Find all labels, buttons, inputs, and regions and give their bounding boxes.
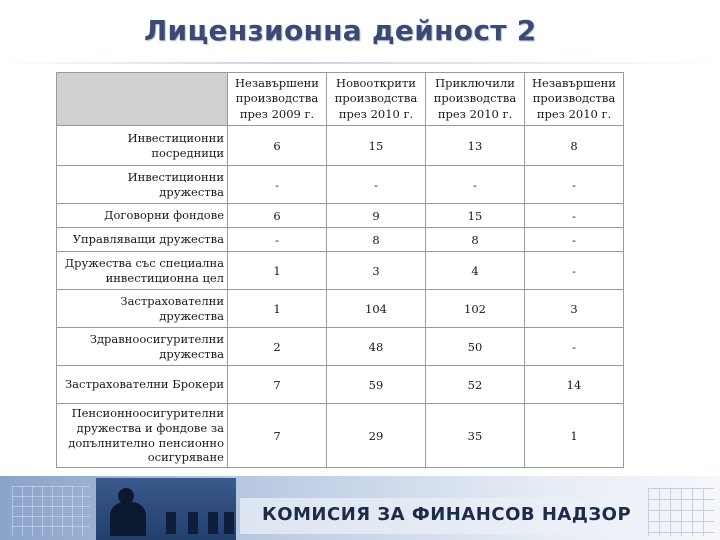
table-row — [57, 228, 624, 252]
table-cell: 2 — [228, 328, 327, 366]
table-cell: 104 — [327, 290, 426, 328]
column-header: Незавършени производства през 2010 г. — [525, 73, 624, 126]
table-cell: 15 — [327, 126, 426, 166]
table-cell: 8 — [327, 228, 426, 252]
row-label: Управляващи дружества — [57, 228, 228, 252]
row-label: Застрахователни дружества — [57, 290, 228, 328]
table-row — [57, 204, 624, 228]
agency-name: КОМИСИЯ ЗА ФИНАНСОВ НАДЗОР — [262, 504, 632, 525]
row-label: Здравноосигурителни дружества — [57, 328, 228, 366]
monitor-silhouette — [224, 512, 234, 534]
row-label: Застрахователни Брокери — [57, 366, 228, 404]
table-header-row — [57, 73, 624, 126]
table-row — [57, 126, 624, 166]
table-cell: 6 — [228, 204, 327, 228]
table-cell: 14 — [525, 366, 624, 404]
table-row — [57, 290, 624, 328]
row-label: Дружества със специална инвестиционна цел — [57, 252, 228, 290]
table-row — [57, 404, 624, 468]
table-cell: - — [228, 228, 327, 252]
table-cell: - — [228, 166, 327, 204]
table-cell: 29 — [327, 404, 426, 468]
column-header: Незавършени производства през 2009 г. — [228, 73, 327, 126]
monitor-silhouette — [188, 512, 198, 534]
table-cell: 8 — [426, 228, 525, 252]
row-label: Договорни фондове — [57, 204, 228, 228]
person-silhouette-body — [110, 502, 146, 536]
table-row — [57, 328, 624, 366]
monitor-silhouette — [166, 512, 176, 534]
grid-decoration-right — [648, 488, 714, 536]
table-cell: - — [525, 204, 624, 228]
table-row — [57, 366, 624, 404]
title-divider — [0, 62, 720, 64]
header-corner-cell — [57, 73, 228, 126]
table-cell: 35 — [426, 404, 525, 468]
row-label: Инвестиционни дружества — [57, 166, 228, 204]
table-cell: 1 — [228, 252, 327, 290]
table-cell: 59 — [327, 366, 426, 404]
column-header: Приключили производства през 2010 г. — [426, 73, 525, 126]
table-cell: 48 — [327, 328, 426, 366]
table-cell: 7 — [228, 366, 327, 404]
table-cell: 6 — [228, 126, 327, 166]
table-row — [57, 166, 624, 204]
table-cell: 50 — [426, 328, 525, 366]
licensing-table — [56, 72, 624, 468]
table-cell: 4 — [426, 252, 525, 290]
table-cell: 102 — [426, 290, 525, 328]
table-cell: 13 — [426, 126, 525, 166]
monitor-silhouette — [208, 512, 218, 534]
table-cell: - — [525, 328, 624, 366]
table-cell: - — [327, 166, 426, 204]
table-cell: - — [525, 228, 624, 252]
table-cell: 3 — [525, 290, 624, 328]
table-cell: - — [525, 166, 624, 204]
table-cell: - — [525, 252, 624, 290]
table-row — [57, 252, 624, 290]
table-cell: 8 — [525, 126, 624, 166]
row-label: Инвестиционни посредници — [57, 126, 228, 166]
office-photo — [96, 478, 236, 540]
table-cell: 15 — [426, 204, 525, 228]
table-cell: 3 — [327, 252, 426, 290]
table-cell: 7 — [228, 404, 327, 468]
table-cell: - — [426, 166, 525, 204]
table-cell: 9 — [327, 204, 426, 228]
grid-decoration — [12, 486, 90, 536]
row-label: Пенсионноосигурителни дружества и фондове за допълнително пенсионно осигуряване — [57, 404, 228, 468]
table-cell: 1 — [525, 404, 624, 468]
column-header: Новооткрити производства през 2010 г. — [327, 73, 426, 126]
table-cell: 52 — [426, 366, 525, 404]
page-title: Лицензионна дейност 2 — [144, 14, 537, 47]
table-cell: 1 — [228, 290, 327, 328]
